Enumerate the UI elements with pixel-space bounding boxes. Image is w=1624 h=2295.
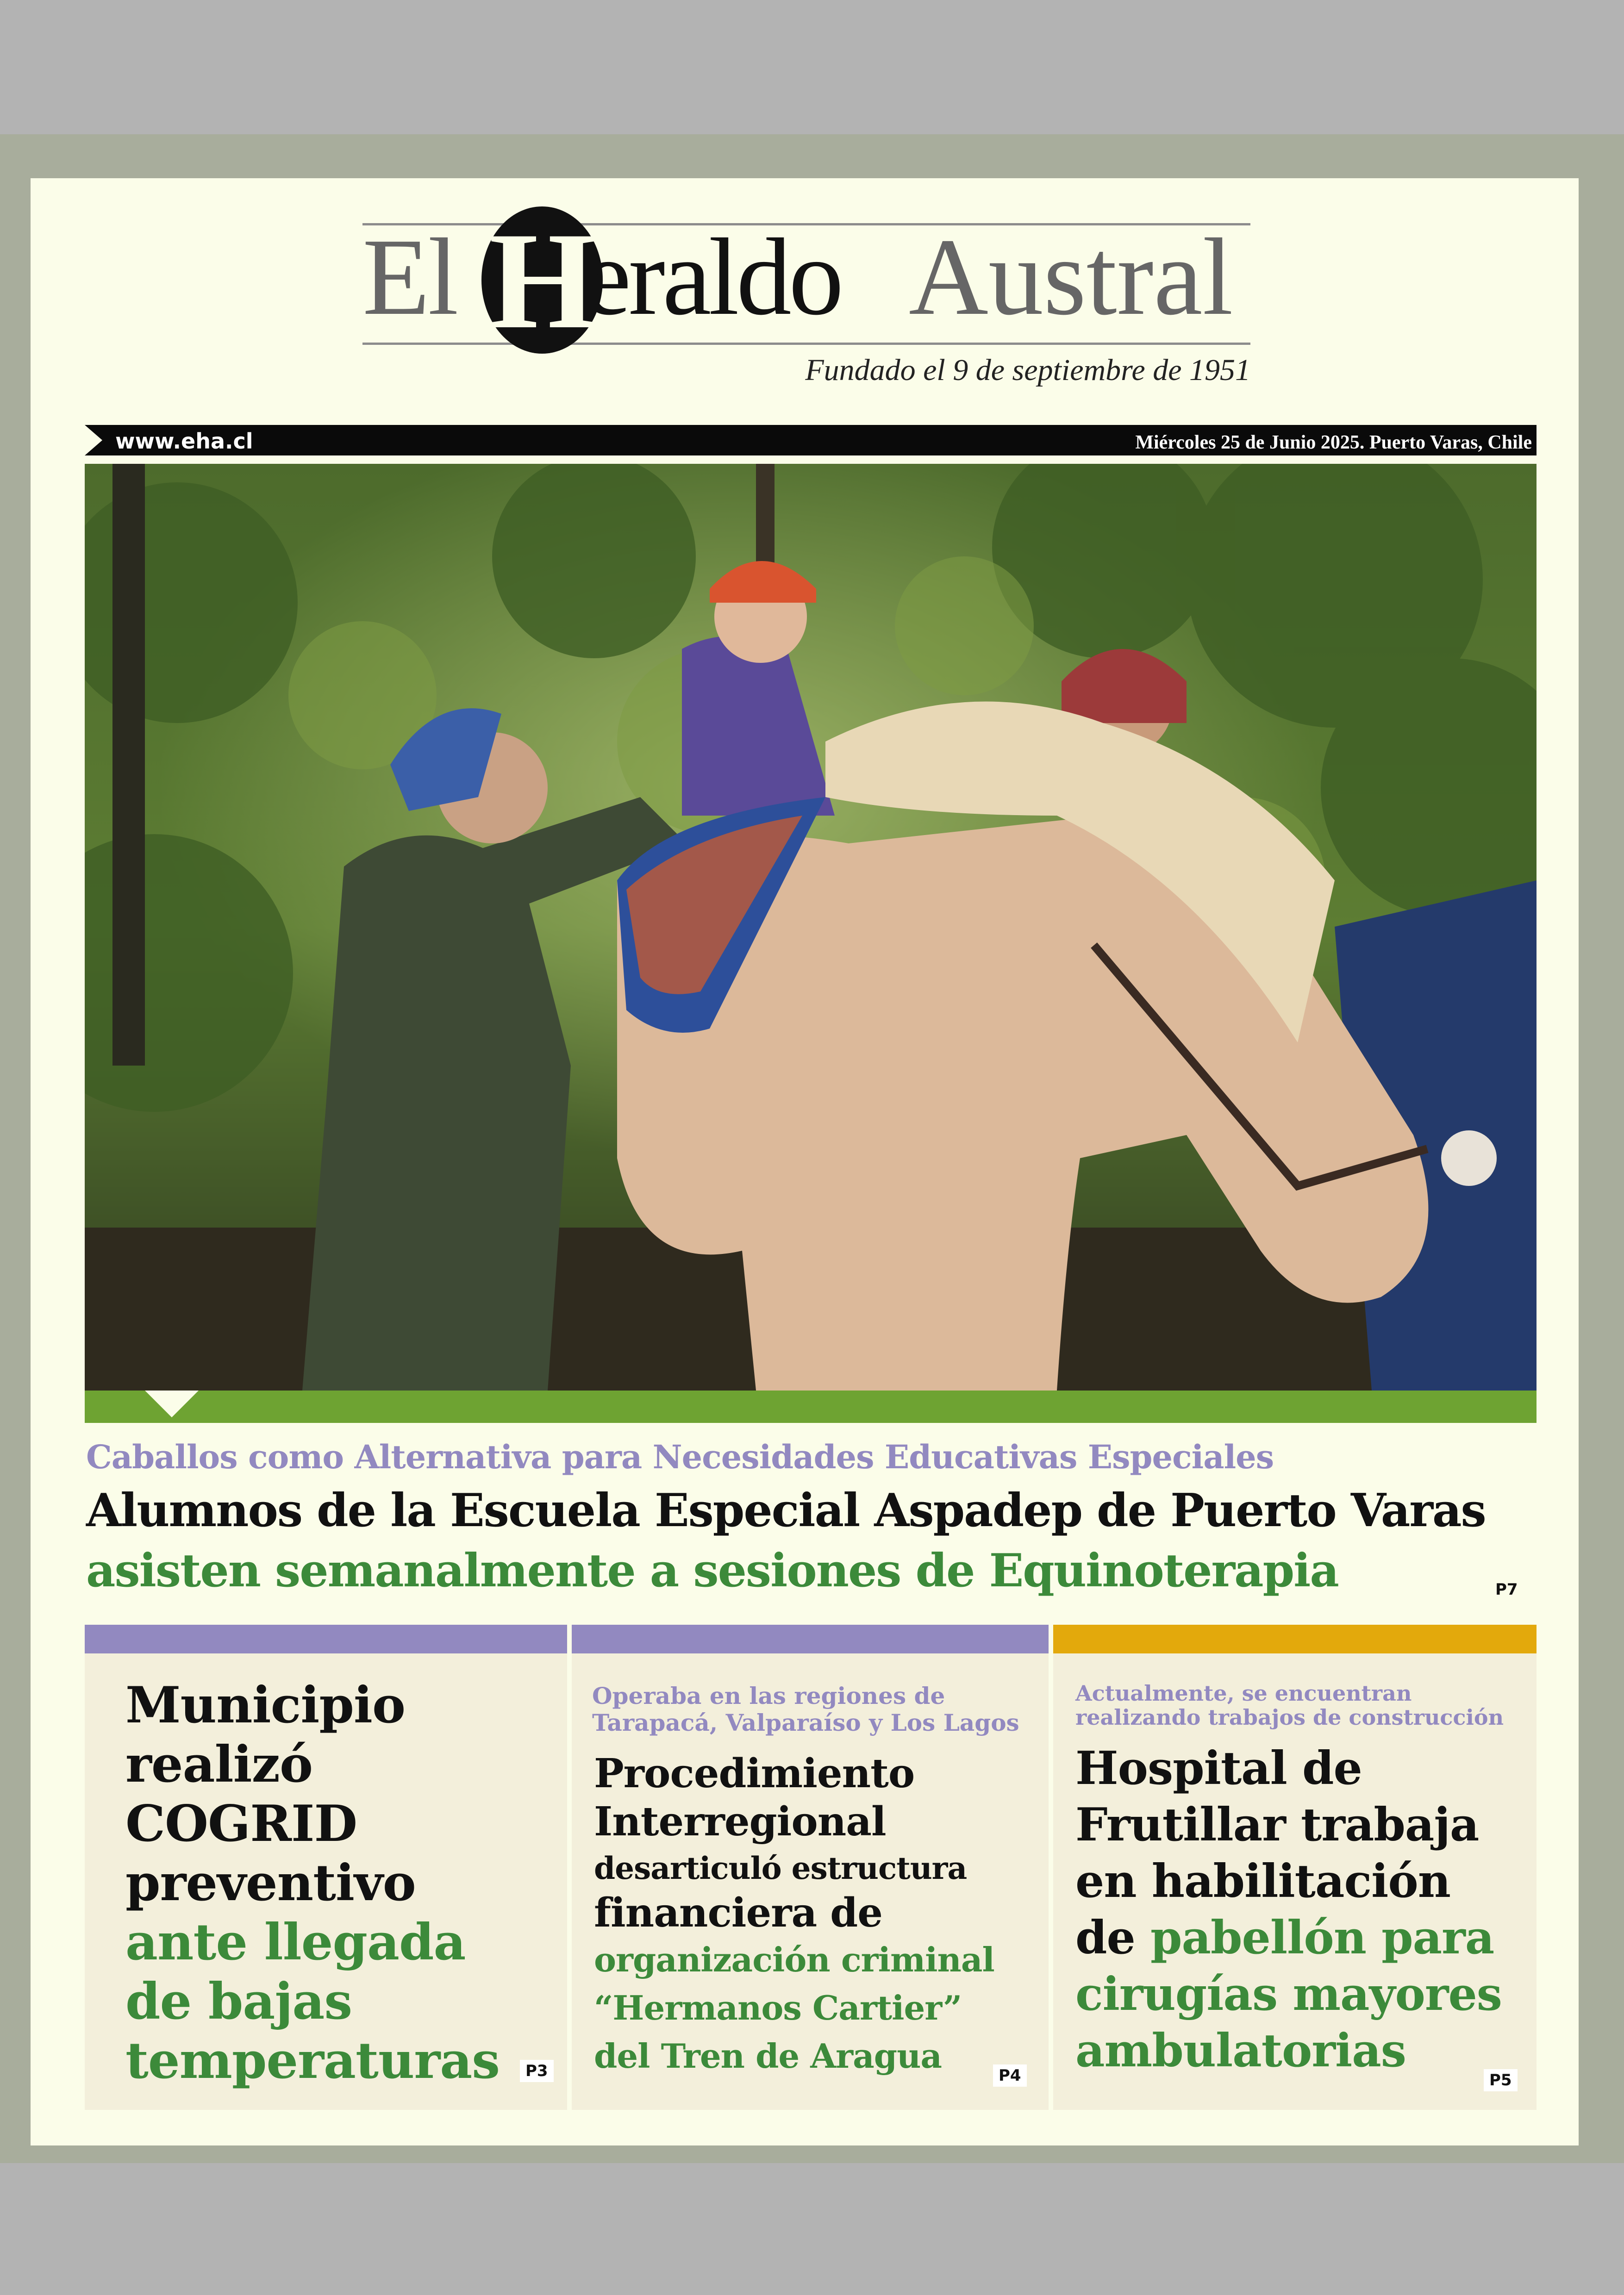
masthead-eraldo: eraldo (582, 216, 841, 338)
headline-line: Frutillar trabaja (1075, 1798, 1479, 1852)
main-story-kicker: Caballos como Alternativa para Necesidades Educativas Especiales (86, 1438, 1274, 1476)
photo-caption-bar (85, 1391, 1537, 1423)
story-3-page: P5 (1484, 2069, 1518, 2091)
story-3-headline[interactable] (1075, 1740, 1502, 2079)
cover-photo (85, 464, 1537, 1391)
headline-line: del Tren de Aragua (594, 2036, 942, 2076)
story-1-page: P3 (520, 2060, 554, 2082)
column-cap (1053, 1625, 1537, 1653)
main-story-page: P7 (1495, 1580, 1518, 1599)
arrow-icon (85, 425, 102, 455)
headline-line: organización criminal (594, 1940, 994, 1979)
headline-line: Procedimiento (594, 1750, 915, 1797)
equine-therapy-photo (85, 464, 1537, 1391)
story-column-2[interactable] (572, 1625, 1049, 2110)
headline-line (1075, 1910, 1502, 1966)
headline-line: financiera de (594, 1890, 883, 1936)
kicker-line: Operaba en las regiones de (592, 1682, 945, 1709)
story-2-page: P4 (993, 2064, 1027, 2087)
masthead-austral: Austral (909, 216, 1233, 338)
headline-line: cirugías mayores (1075, 1968, 1502, 2021)
story-column-1[interactable] (85, 1625, 567, 2110)
kicker-line: Actualmente, se encuentran (1075, 1681, 1412, 1706)
headline-line: “Hermanos Cartier” (594, 1988, 962, 2027)
headline-line: ante llegada (125, 1913, 466, 1971)
headline-word: pabellón para (1150, 1911, 1494, 1964)
headline-line: COGRID (125, 1795, 357, 1853)
masthead-h: H (489, 204, 597, 357)
column-cap (85, 1625, 567, 1653)
headline-line: temperaturas (125, 2032, 500, 2090)
headline-line: en habilitación (1075, 1855, 1450, 1908)
headline-line: ambulatorias (1075, 2024, 1406, 2077)
date-bar (85, 425, 1537, 455)
website-link[interactable]: www.eha.cl (115, 429, 253, 454)
headline-line: Interregional (594, 1798, 886, 1845)
story-column-3[interactable] (1053, 1625, 1537, 2110)
main-story-headline-2[interactable]: asisten semanalmente a sesiones de Equinoterapia (86, 1544, 1338, 1597)
headline-line: Municipio (125, 1676, 405, 1734)
headline-line: Hospital de (1075, 1742, 1362, 1795)
headline-line: realizó (125, 1735, 313, 1794)
kicker-line: Tarapacá, Valparaíso y Los Lagos (592, 1709, 1019, 1736)
column-cap (572, 1625, 1049, 1653)
headline-line: de bajas (125, 1972, 352, 2031)
headline-word: de (1075, 1911, 1150, 1964)
masthead-logo (362, 204, 1250, 370)
story-2-kicker (592, 1683, 1019, 1736)
story-1-headline[interactable] (125, 1676, 500, 2090)
issue-date: Miércoles 25 de Junio 2025. Puerto Varas, Chile (1135, 432, 1532, 453)
main-story-headline-1[interactable]: Alumnos de la Escuela Especial Aspadep de Puerto Varas (86, 1484, 1486, 1537)
headline-line: desarticuló estructura (594, 1850, 967, 1886)
story-2-headline[interactable] (594, 1750, 994, 2080)
masthead-el: El (362, 216, 457, 338)
headline-line: preventivo (125, 1854, 416, 1912)
notch-icon (145, 1391, 199, 1417)
story-3-kicker (1075, 1681, 1504, 1729)
kicker-line: realizando trabajos de construcción (1075, 1705, 1504, 1730)
founded-line: Fundado el 9 de septiembre de 1951 (805, 353, 1250, 387)
